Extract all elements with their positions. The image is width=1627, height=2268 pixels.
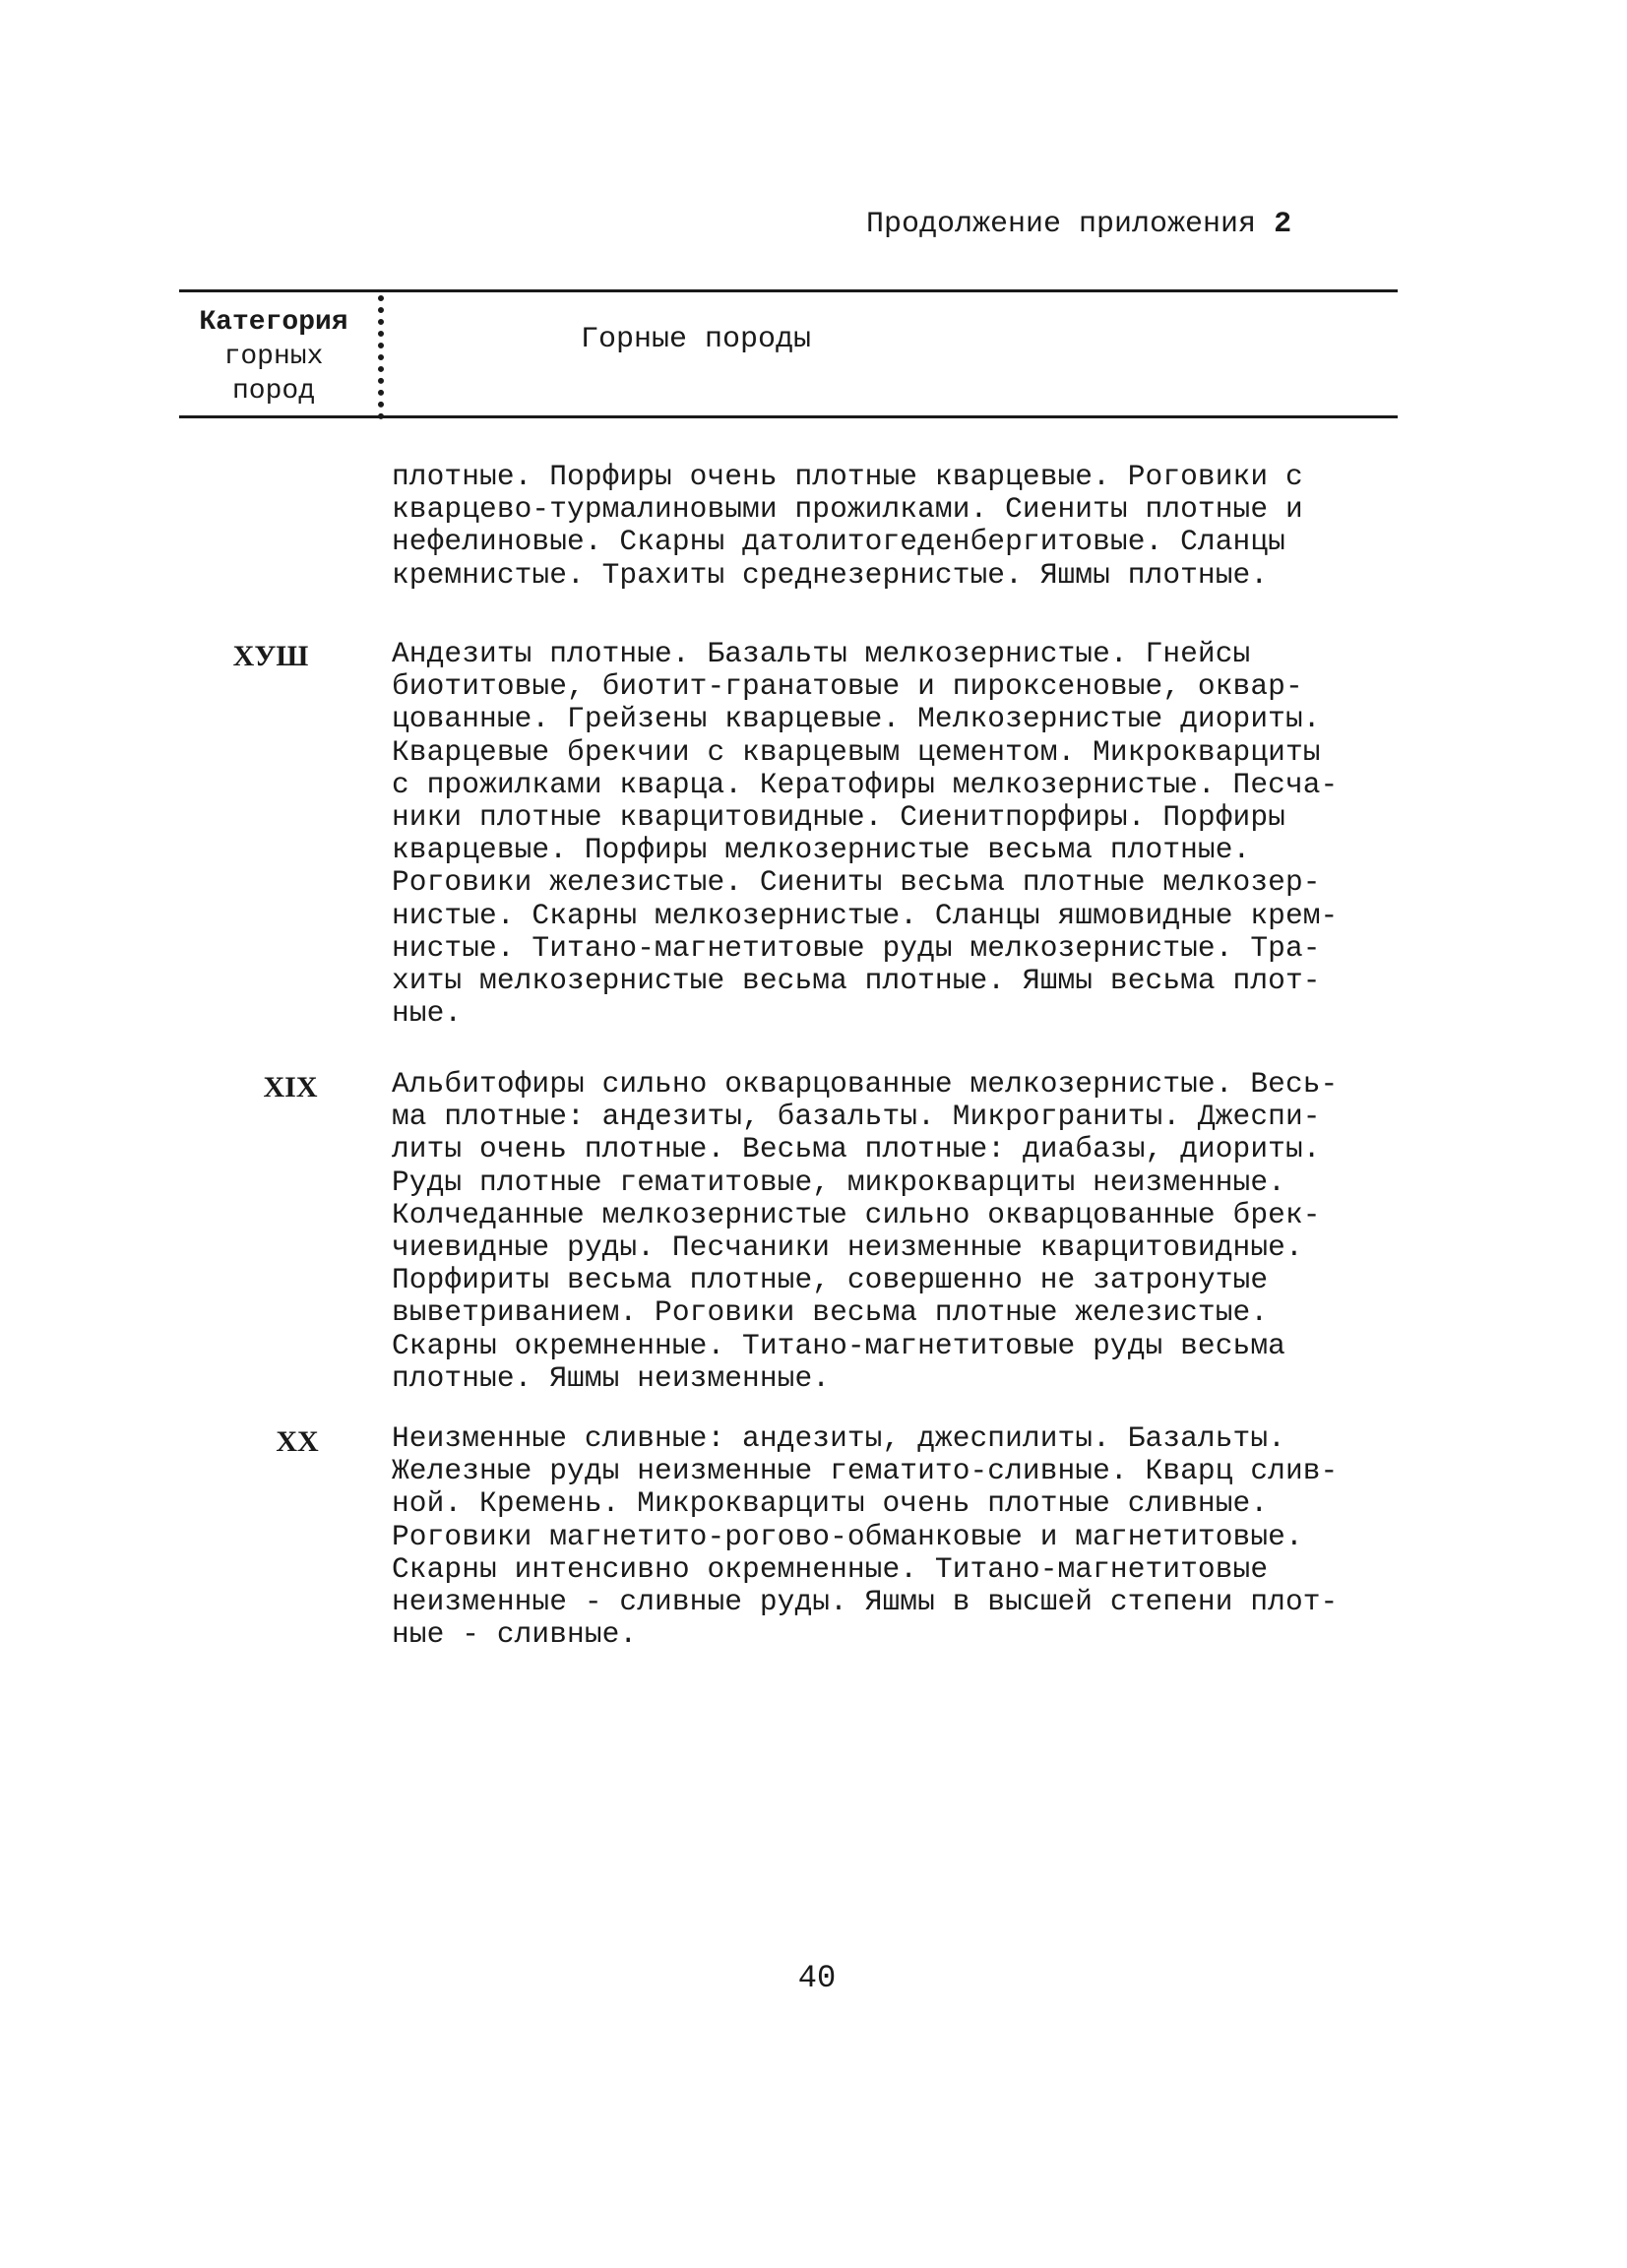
category-label-xviii: ХУШ	[232, 640, 309, 672]
text-line: кремнистые. Трахиты среднезернистые. Яшмы плотные.	[392, 557, 1269, 592]
text-line: литы очень плотные. Весьма плотные: диабазы, диориты.	[392, 1132, 1321, 1166]
table-row-xviii-text	[392, 638, 1406, 1030]
text-line: ной. Кремень. Микрокварциты очень плотные сливные.	[392, 1486, 1269, 1521]
continuation-heading	[866, 205, 1291, 244]
text-line: биотитовые, биотит-гранатовые и пироксеновые, оквар-	[392, 669, 1303, 704]
header-column-separator	[378, 295, 384, 419]
page-number: 40	[797, 1960, 837, 1996]
text-line: ма плотные: андезиты, базальты. Микрограниты. Джеспи-	[392, 1100, 1321, 1134]
text-line: Скарны окремненные. Титано-магнетитовые руды весьма	[392, 1328, 1285, 1362]
text-line: чиевидные руды. Песчаники неизменные кварцитовидные.	[392, 1230, 1303, 1265]
text-line: кварцево-турмалиновыми прожилками. Сиениты плотные и	[392, 492, 1303, 527]
appendix-number: 2	[1274, 208, 1292, 241]
text-line: Колчеданные мелкозернистые сильно окварцованные брек-	[392, 1197, 1321, 1231]
text-line: Роговики магнетито-рогово-обманковые и магнетитовые.	[392, 1519, 1303, 1553]
text-line: нистые. Титано-магнетитовые руды мелкозернистые. Тра-	[392, 930, 1321, 965]
category-header-line-3: пород	[231, 376, 315, 407]
text-line: Альбитофиры сильно окварцованные мелкозернистые. Весь-	[392, 1067, 1339, 1101]
text-line: ники плотные кварцитовидные. Сиенитпорфиры. Порфиры	[392, 800, 1285, 835]
table-top-rule	[179, 289, 1398, 292]
category-label-xx: XX	[276, 1425, 319, 1458]
text-line: Неизменные сливные: андезиты, джеспилиты. Базальты.	[392, 1421, 1285, 1455]
category-column-header	[175, 305, 372, 409]
text-line: неизменные - сливные руды. Яшмы в высшей степени плот-	[392, 1585, 1339, 1619]
text-line: плотные. Порфиры очень плотные кварцевые. Роговики с	[392, 460, 1303, 493]
text-line: с прожилками кварца. Кератофиры мелкозернистые. Песча-	[392, 767, 1339, 801]
text-line: цованные. Грейзены кварцевые. Мелкозернистые диориты.	[392, 702, 1321, 736]
text-line: Андезиты плотные. Базальты мелкозернистые. Гнейсы	[392, 637, 1251, 670]
category-header-line-2: горных	[223, 342, 324, 372]
text-line: Кварцевые брекчии с кварцевым цементом. Микрокварциты	[392, 734, 1321, 769]
text-line: нистые. Скарны мелкозернистые. Сланцы яшмовидные крем-	[392, 898, 1339, 932]
text-line: Порфириты весьма плотные, совершенно не затронутые	[392, 1263, 1269, 1297]
category-label-xix: XIX	[263, 1071, 318, 1103]
table-header-bottom-rule	[179, 415, 1398, 418]
text-line: выветриванием. Роговики весьма плотные железистые.	[392, 1295, 1269, 1330]
text-line: кварцевые. Порфиры мелкозернистые весьма плотные.	[392, 833, 1251, 867]
continuation-text: Продолжение приложения	[866, 208, 1257, 241]
text-line: Роговики железистые. Сиениты весьма плотные мелкозер-	[392, 865, 1321, 900]
text-line: Железные руды неизменные гематито-сливные. Кварц слив-	[392, 1454, 1339, 1488]
text-line: нефелиновые. Скарны датолитогеденбергитовые. Сланцы	[392, 525, 1285, 559]
text-line: плотные. Яшмы неизменные.	[392, 1360, 831, 1395]
text-line: Скарны интенсивно окремненные. Титано-магнетитовые	[392, 1551, 1269, 1586]
text-line: ные.	[392, 996, 463, 1031]
table-row-xix-text	[392, 1068, 1406, 1395]
text-line: хиты мелкозернистые весьма плотные. Яшмы весьма плот-	[392, 964, 1321, 998]
text-line: ные - сливные.	[392, 1617, 638, 1652]
table-row-xx-text	[392, 1422, 1406, 1651]
category-header-line-1: Категория	[199, 307, 348, 338]
rocks-column-header: Горные породы	[581, 323, 812, 356]
table-row-continued-text	[392, 461, 1406, 592]
text-line: Руды плотные гематитовые, микрокварциты неизменные.	[392, 1165, 1285, 1199]
